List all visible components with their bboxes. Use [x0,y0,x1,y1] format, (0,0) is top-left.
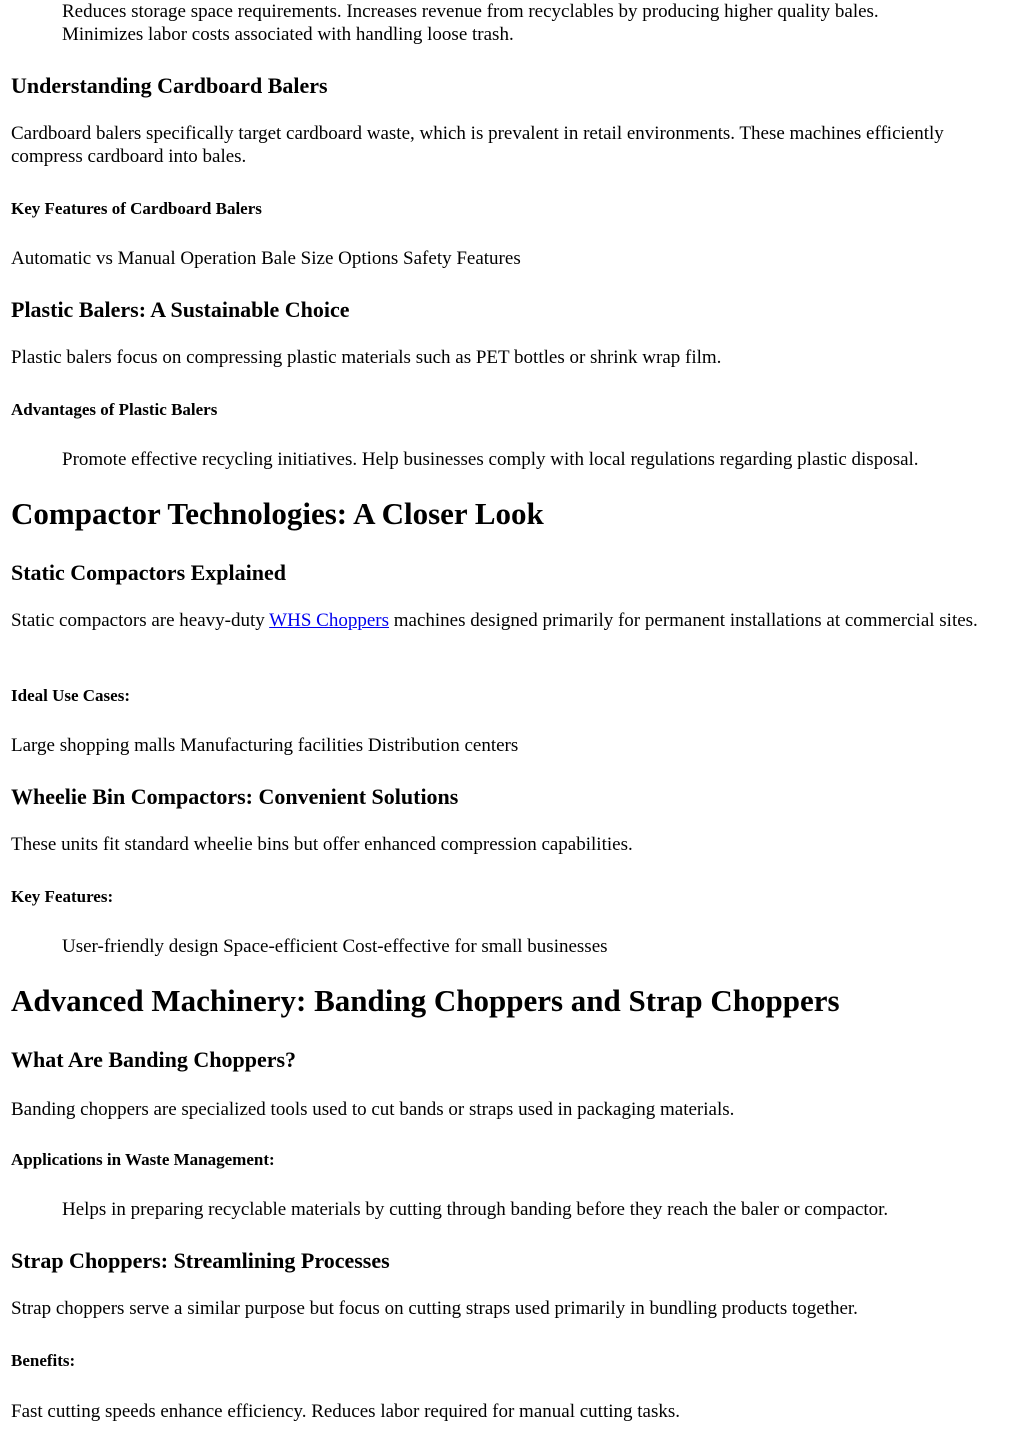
advanced-machinery-heading: Advanced Machinery: Banding Choppers and Strap Choppers [11,983,840,1018]
static-compactors-body [11,609,1021,632]
strap-choppers-body: Strap choppers serve a similar purpose but focus on cutting straps used primarily in bundling products together. [11,1298,858,1319]
applications-heading: Applications in Waste Management: [11,1150,275,1169]
wheelie-bin-compactors-body: These units fit standard wheelie bins but offer enhanced compression capabilities. [11,834,633,855]
intro-benefits-text: Reduces storage space requirements. Increases revenue from recyclables by producing higher quality bales. Minimizes labor costs associated with handling loose trash. [62,1,879,45]
wheelie-bin-compactors-heading: Wheelie Bin Compactors: Convenient Solutions [11,784,459,809]
benefits-heading: Benefits: [11,1351,76,1370]
plastic-advantages-heading: Advantages of Plastic Balers [11,400,218,419]
cardboard-features-list: Automatic vs Manual Operation Bale Size Options Safety Features [11,248,521,269]
compactor-technologies-heading: Compactor Technologies: A Closer Look [11,496,544,531]
static-compactors-heading: Static Compactors Explained [11,560,286,585]
cardboard-features-heading: Key Features of Cardboard Balers [11,199,262,218]
plastic-advantages-list: Promote effective recycling initiatives. Help businesses comply with local regulations regarding plastic disposal. [62,449,919,470]
benefits-list: Fast cutting speeds enhance efficiency. Reduces labor required for manual cutting tasks. [11,1401,680,1422]
strap-choppers-heading: Strap Choppers: Streamlining Processes [11,1248,390,1273]
wheelie-key-features-heading: Key Features: [11,887,114,906]
whs-choppers-link[interactable]: WHS Choppers [269,610,389,631]
cardboard-balers-body: Cardboard balers specifically target cardboard waste, which is prevalent in retail environments. These machines efficiently compress cardboard into bales. [11,123,944,167]
plastic-balers-heading: Plastic Balers: A Sustainable Choice [11,297,350,322]
cardboard-balers-heading: Understanding Cardboard Balers [11,73,328,98]
banding-choppers-body: Banding choppers are specialized tools used to cut bands or straps used in packaging materials. [11,1099,735,1120]
ideal-use-cases-heading: Ideal Use Cases: [11,686,130,705]
ideal-use-cases-list: Large shopping malls Manufacturing facilities Distribution centers [11,735,519,756]
applications-list: Helps in preparing recyclable materials by cutting through banding before they reach the baler or compactor. [62,1199,889,1220]
banding-choppers-heading: What Are Banding Choppers? [11,1047,297,1072]
wheelie-key-features-list: User-friendly design Space-efficient Cost-effective for small businesses [62,936,608,957]
static-compactors-body-end: machines designed primarily for permanent installations at commercial sites. [388,610,978,631]
plastic-balers-body: Plastic balers focus on compressing plastic materials such as PET bottles or shrink wrap film. [11,347,722,368]
static-compactors-body-start: Static compactors are heavy-duty [11,610,270,631]
